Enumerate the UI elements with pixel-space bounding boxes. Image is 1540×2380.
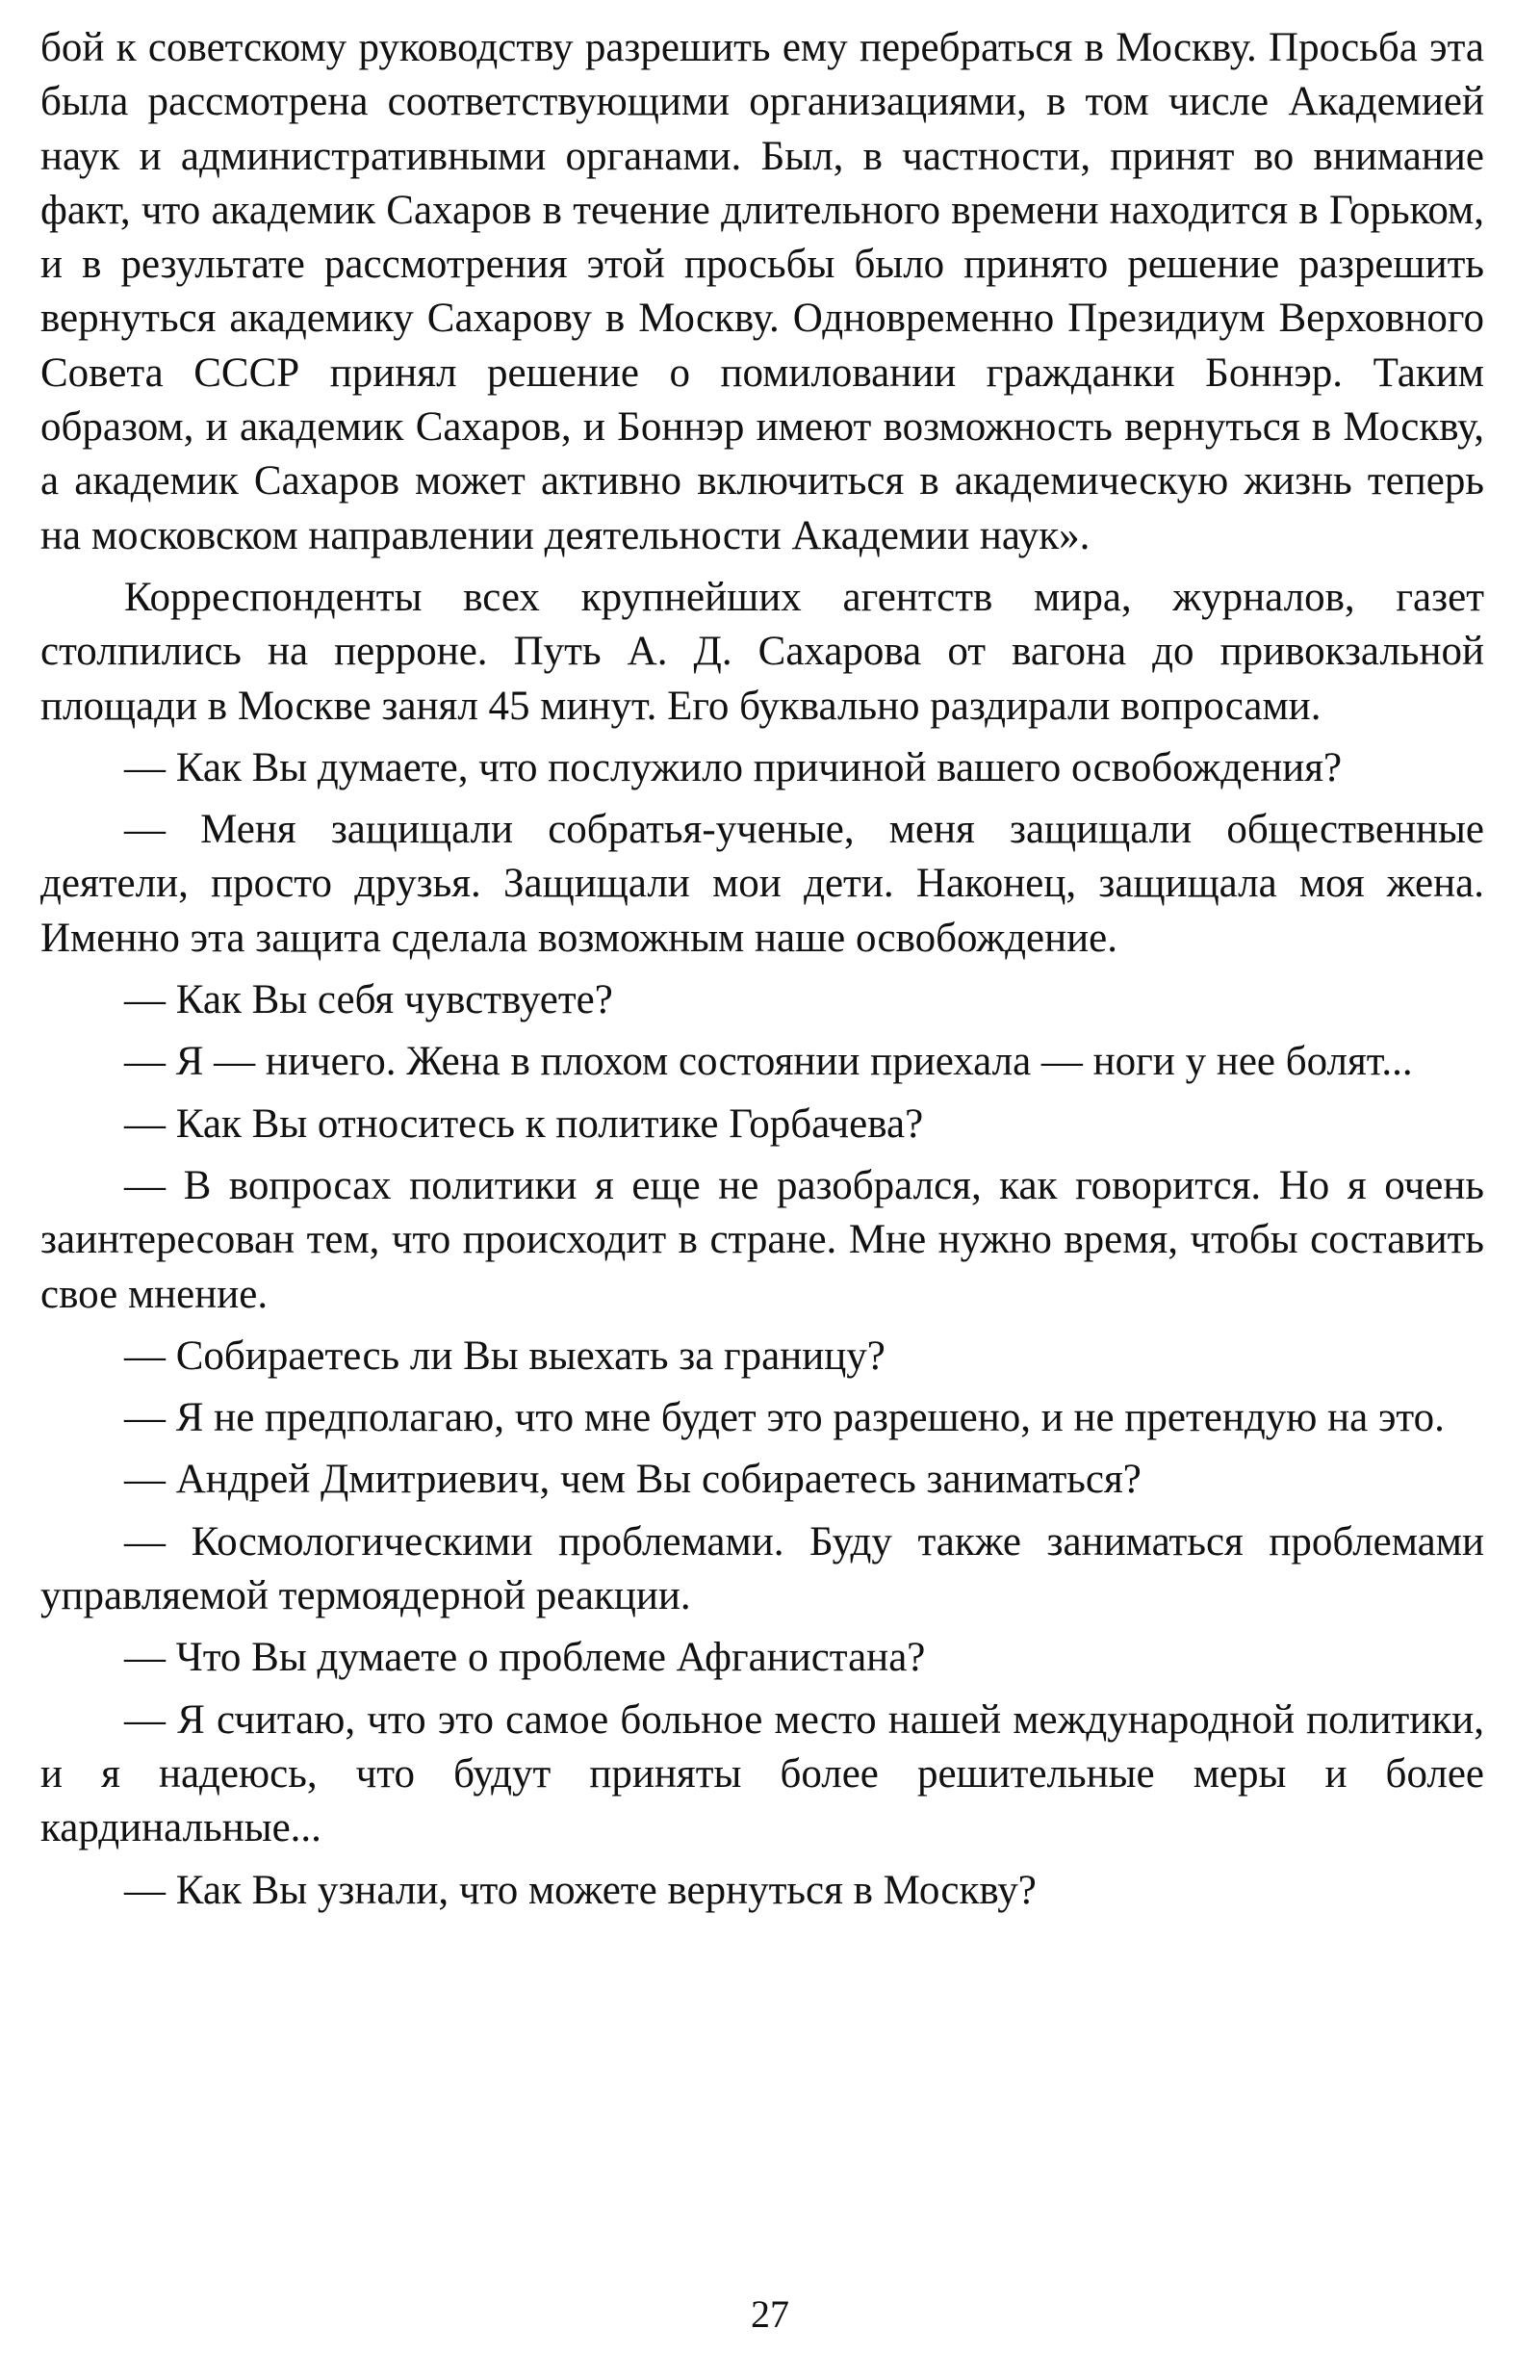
paragraph-3: — Как Вы думаете, что послужило причиной вашего освобождения? bbox=[124, 744, 1343, 790]
paragraph-9: — Собираетесь ли Вы выехать за границу? bbox=[124, 1332, 886, 1379]
paragraph-13: — Что Вы думаете о проблеме Афганистана? bbox=[124, 1635, 926, 1681]
paragraph-6: — Я — ничего. Жена в плохом состоянии приехала — ноги у нее болят... bbox=[124, 1039, 1413, 1085]
paragraph-1: бой к советскому руководству разрешить ему перебраться в Москву. Просьба эта была рассмотрена соответствующими организациями, в том числе Академией наук и административными органами. Был, в частности, принят во внимание факт, что академик Сахаров в течение длительного времени находится в Горьком, и в результате рассмотрения этой просьбы было принято решение разрешить вернуться академику Сахарову в Москву. Одновременно Президиум Верховного Совета СССР принял решение о помиловании гражданки Боннэр. Таким образом, и академик Сахаров, и Боннэр имеют возможность вернуться в Москву, а академик Сахаров может активно включиться в академическую жизнь теперь на московском направлении деятельности Академии наук». bbox=[40, 25, 1484, 558]
paragraph-4: — Меня защищали собратья-ученые, меня защищали общественные деятели, просто друзья. Защищали мои дети. Наконец, защищала моя жена. Именно эта защита сделала возможным наше освобождение. bbox=[40, 807, 1484, 961]
paragraph-7: — Как Вы относитесь к политике Горбачева? bbox=[124, 1100, 924, 1147]
paragraph-2: Корреспонденты всех крупнейших агентств мира, журналов, газет столпились на перроне. Путь А. Д. Сахарова от вагона до привокзальной площади в Москве занял 45 минут. Его буквально раздирали вопросами. bbox=[40, 574, 1484, 729]
paragraph-14: — Я считаю, что это самое больное место нашей международной политики, и я надеюсь, что будут приняты более решительные меры и более кардинальные... bbox=[40, 1696, 1484, 1851]
paragraph-15: — Как Вы узнали, что можете вернуться в Москву? bbox=[124, 1867, 1037, 1913]
paragraph-11: — Андрей Дмитриевич, чем Вы собираетесь заниматься? bbox=[124, 1457, 1142, 1503]
paragraph-8: — В вопросах политики я еще не разобрался, как говорится. Но я очень заинтересован тем, что происходит в стране. Мне нужно время, чтобы составить свое мнение. bbox=[40, 1162, 1484, 1317]
document-page bbox=[40, 21, 1484, 2361]
paragraph-12: — Космологическими проблемами. Буду также заниматься проблемами управляемой термоядерной реакции. bbox=[40, 1518, 1484, 1619]
page-number: 27 bbox=[751, 2292, 789, 2336]
paragraph-5: — Как Вы себя чувствуете? bbox=[124, 977, 613, 1023]
paragraph-10: — Я не предполагаю, что мне будет это разрешено, и не претендую на это. bbox=[124, 1395, 1445, 1441]
